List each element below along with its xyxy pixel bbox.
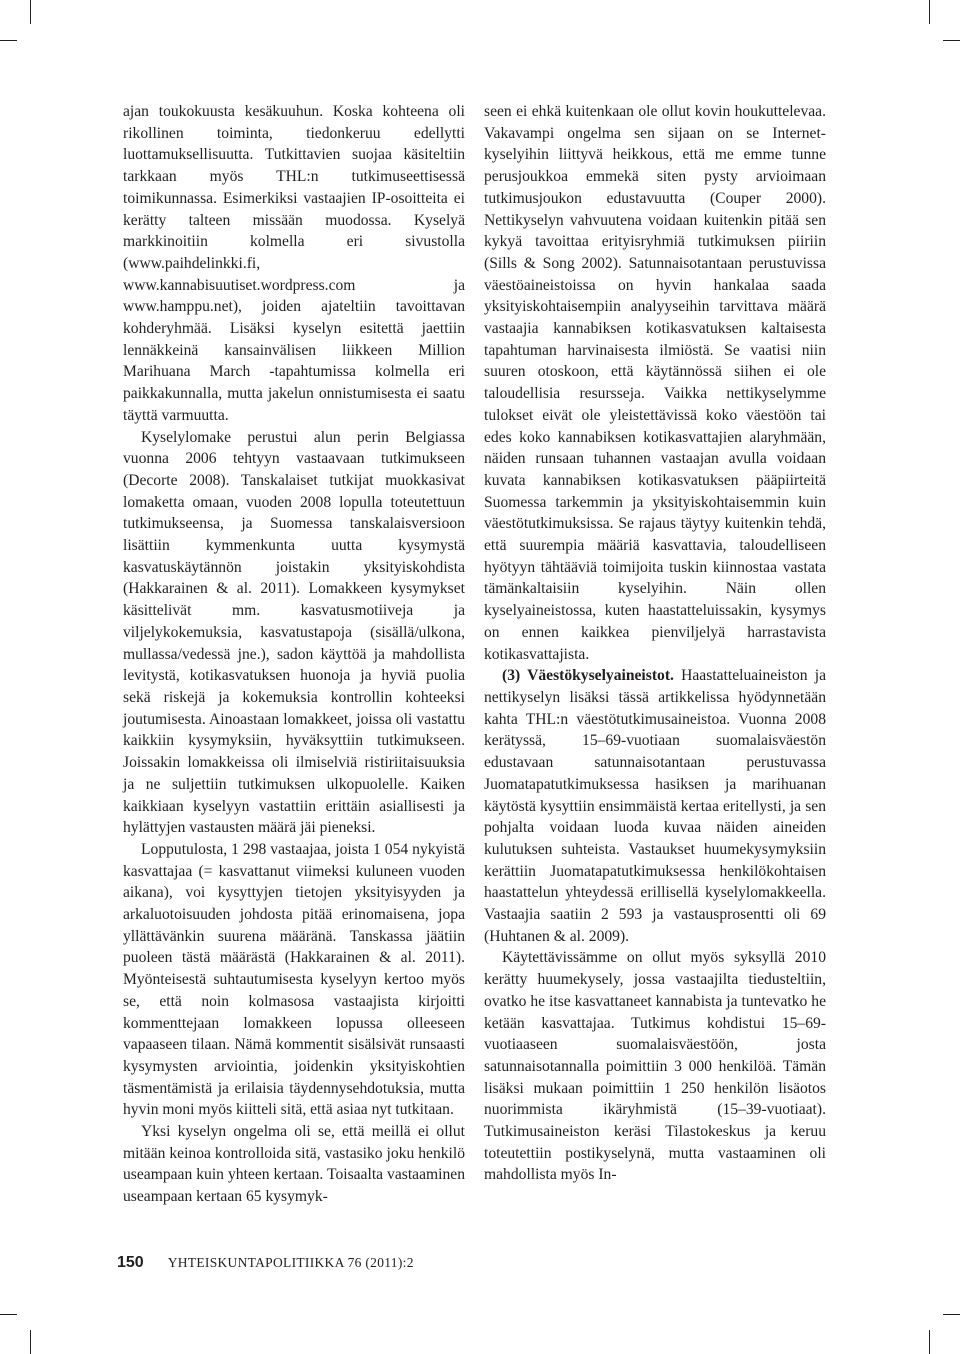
crop-mark-bottom-left — [30, 1330, 31, 1354]
page-footer — [117, 1254, 414, 1276]
crop-mark-top-left-h — [0, 40, 17, 41]
left-paragraph-1: ajan toukokuusta kesäkuuhun. Koska kohteena oli rikollinen toiminta, tiedonkeruu edellytti luottamuksellisuutta. Tutkittavien suojaa käsiteltiin tarkkaan myös THL:n tutkimuseettisessä toimikunnassa. Esimerkiksi vastaajien IP-osoitteita ei kerätty talteen missään muodossa. Kyselyä markkinoitiin kolmella eri sivustolla (www.paihdelinkki.fi, www.kannabisuutiset.wordpress.com ja www.hamppu.net), joiden ajateltiin tavoittavan kohderyhmää. Lisäksi kyselyn esitettä jaettiin lennäkkeinä kansainvälisen liikkeen Million Marihuana March -tapahtumissa kolmella eri paikkakunnalla, mutta jakelun onnistumisesta ei saatu täyttä varmuutta. — [123, 103, 465, 424]
crop-mark-bottom-right — [929, 1330, 930, 1354]
right-paragraph-3: Käytettävissämme on ollut myös syksyllä 2010 kerätty huumekysely, jossa vastaajilta tiedusteltiin, ovatko he itse kasvattaneet kannabista ja tuntevatko he ketään kasvattajaa. Tutkimus kohdistui 15–69-vuotiaaseen suomalaisväestöön, josta satunnaisotannalla poimittiin 3 000 henkilöä. Tämän lisäksi mukaan poimittiin 1 250 henkilön lisäotos nuorimmista ikäryhmistä (15–39-vuotiaat). Tutkimusaineiston keräsi Tilastokeskus ja keruu toteutettiin postikyselynä, mutta vastaaminen oli mahdollista myös In- — [484, 949, 826, 1184]
crop-mark-top-right-h — [943, 40, 960, 41]
right-paragraph-2-text: Haastatteluaineiston ja nettikyselyn lisäksi tässä artikkelissa hyödynnetään kahta THL:n väestötutkimusaineistoa. Vuonna 2008 kerätyssä, 15–69-vuotiaan suomalaisväestön edustavaan satunnaisotantaan perustuvassa Juomatapatutkimuksessa hasiksen ja marihuanan käytöstä kysyttiin ensimmäistä kertaa eritellysti, ja sen pohjalta voidaan luoda kuvaa näiden aineiden kulutuksen suhteista. Vastaukset huumekysymyksiin kerättiin Juomatapatutkimuksessa henkilökohtaisen haastattelun yhteydessä erillisellä kyselylomakkeella. Vastaajia saatiin 2 593 ja vastausprosentti oli 69 (Huhtanen & al. 2009). — [484, 667, 826, 945]
journal-title: YHTEISKUNTAPOLITIIKKA 76 (2011):2 — [167, 1255, 414, 1270]
section-heading: (3) Väestökyselyaineistot. — [502, 667, 674, 685]
right-column — [484, 101, 826, 1186]
crop-mark-bottom-right-h — [943, 1314, 960, 1315]
crop-mark-bottom-left-h — [0, 1314, 17, 1315]
left-paragraph-4: Yksi kyselyn ongelma oli se, että meillä ei ollut mitään keinoa kontrolloida sitä, vastasiko joku henkilö useampaan kuin yhteen kertaan. Toisaalta vastaaminen useampaan kertaan 65 kysymyk- — [123, 1123, 465, 1206]
left-paragraph-3: Lopputulosta, 1 298 vastaajaa, joista 1 054 nykyistä kasvattajaa (= kasvattanut viimeksi kuluneen vuoden aikana), voi kysyttyjen tietojen yksityisyyden ja arkaluotoisuuden johdosta pitää erinomaisena, jopa yllättävänkin suurena määränä. Tanskassa jäätiin puoleen tästä määrästä (Hakkarainen & al. 2011). Myönteisestä suhtautumisesta kyselyyn kertoo myös se, että noin kolmasosa vastaajista kirjoitti kommenttejaan lomakkeen lopussa olleeseen vapaaseen tilaan. Nämä kommentit sisälsivät runsaasti kysymysten arviointia, joidenkin yksityiskohtien täsmentämistä ja erilaisia täydennysehdotuksia, mutta hyvin moni myös kiitteli sitä, että asiaa nyt tutkitaan. — [123, 840, 465, 1119]
left-paragraph-2: Kyselylomake perustui alun perin Belgiassa vuonna 2006 tehtyyn vastaavaan tutkimukseen (Decorte 2008). Tanskalaiset tutkijat muokkasivat lomaketta omaan, vuoden 2008 lopulla toteutettuun tutkimukseensa, ja Suomessa tanskalaisversioon lisättiin kymmenkunta uutta kysymystä kasvatuskäytännön joistakin yksityiskohdista (Hakkarainen & al. 2011). Lomakkeen kysymykset käsittelivät mm. kasvatusmotiiveja ja viljelykokemuksia, kasvatustapoja (sisällä/ulkona, mullassa/vedessä jne.), sadon käyttöä ja mahdollista levitystä, kotikasvatuksen huonoja ja hyviä puolia sekä riskejä ja kokemuksia kontrollin kohteeksi joutumisesta. Ainoastaan lomakkeet, joissa oli vastattu kaikkiin kysymyksiin, hyväksyttiin tutkimukseen. Joissakin lomakkeissa oli ilmiselviä ristiriitaisuuksia ja ne suljettiin tutkimuksen ulkopuolelle. Kaiken kaikkiaan kyselyyn vastattiin erittäin asiallisesti ja hylättyjen vastausten määrä jäi pieneksi. — [123, 428, 465, 837]
right-paragraph-1: seen ei ehkä kuitenkaan ole ollut kovin houkuttelevaa. Vakavampi ongelma sen sijaan on se Internet-kyselyihin liittyvä heikkous, että me emme tunne perusjoukkoa emmekä siten pysty arvioimaan tutkimusjoukon edustavuutta (Couper 2000). Nettikyselyn vahvuutena voidaan kuitenkin pitää sen kykyä tavoittaa erityisryhmiä tutkimuksen piiriin (Sills & Song 2002). Satunnaisotantaan perustuvissa väestöaineistoissa on hyvin hankalaa saada yksityiskohtaisempiin analyyseihin tarvittava määrä vastaajia kannabiksen kotikasvatuksen kaltaisesta tapahtuman harvinaisesta ilmiöstä. Se vaatisi niin suuren otoskoon, että käytännössä siihen ei ole taloudellisia resursseja. Vaikka nettikyselymme tulokset eivät ole yleistettävissä koko väestöön tai edes koko kannabiksen kotikasvattajien alaryhmään, näiden runsaan tuhannen vastaajan avulla voidaan kuvata kannabiksen kotikasvatuksen pääpiirteitä Suomessa tarkemmin ja yksityiskohtaisemmin kuin väestötutkimuksissa. Se rajaus täytyy kuitenkin tehdä, että suurempia määriä kasvattavia, taloudelliseen hyötyyn tähtääviä toimijoita tuskin kiinnostaa vastata tämänkaltaisiin kyselyihin. Näin ollen kyselyaineistossa, kuten haastatteluissakin, kysymys on ennen kaikkea pienviljelyä harrastavista kotikasvattajista. — [484, 103, 826, 663]
crop-mark-top-left — [30, 0, 31, 24]
right-paragraph-2 — [484, 665, 826, 947]
left-column — [123, 101, 465, 1208]
page-number: 150 — [117, 1254, 144, 1271]
crop-mark-top-right — [929, 0, 930, 24]
